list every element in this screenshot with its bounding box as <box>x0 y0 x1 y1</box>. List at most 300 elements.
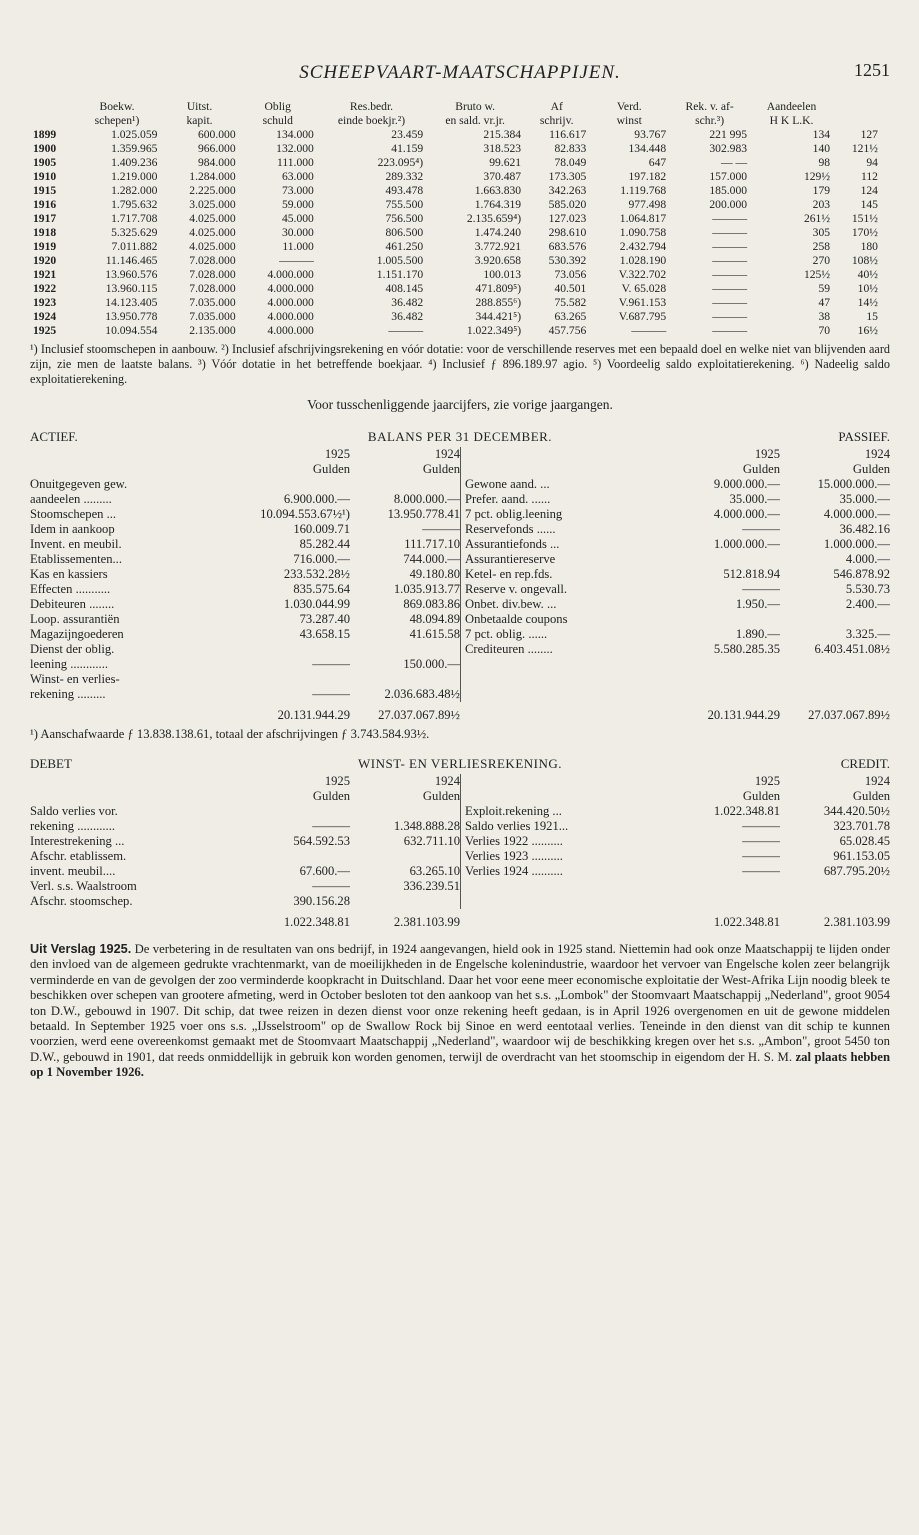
column-subheader: winst <box>616 114 642 127</box>
table-cell: 180 <box>860 240 878 253</box>
column-header: Rek. v. af- <box>685 100 734 113</box>
year-1925: 1925 <box>324 774 350 788</box>
table-cell: 1.005.500 <box>376 254 424 267</box>
actief-label: Effecten ........... <box>30 582 111 596</box>
column-subheader <box>833 114 881 128</box>
row-year: 1920 <box>33 254 57 267</box>
table-row <box>30 212 890 226</box>
actief-value: 13.950.778.41 <box>387 507 460 521</box>
table-row <box>30 324 890 338</box>
credit-row <box>465 864 890 879</box>
table-cell: 99.621 <box>489 156 522 169</box>
debet-column <box>30 804 460 909</box>
table-cell: 493.478 <box>385 184 424 197</box>
row-year: 1910 <box>33 170 57 183</box>
actief-label: aandeelen ......... <box>30 492 112 506</box>
table-cell: 7.028.000 <box>189 282 236 295</box>
actief-value <box>245 642 350 657</box>
debet-label: invent. meubil.... <box>30 864 116 878</box>
table-cell: 94 <box>866 156 878 169</box>
table-cell: 134.448 <box>628 142 667 155</box>
credit-label: Exploit.rekening ... <box>465 804 562 818</box>
credit-label: Verlies 1923 .......... <box>465 849 563 863</box>
table-row <box>30 198 890 212</box>
pl-total-1925: 1.022.348.81 <box>283 915 350 929</box>
table-cell: 145 <box>860 198 878 211</box>
table-cell: 7.035.000 <box>189 296 236 309</box>
credit-value: 1.022.348.81 <box>713 804 780 818</box>
table-cell: — — <box>720 156 748 169</box>
debet-label: Afschr. etablissem. <box>30 849 127 863</box>
table-cell: 1.359.965 <box>111 142 158 155</box>
passief-value: 35.000.— <box>839 492 890 506</box>
pl-heading <box>30 756 890 774</box>
table-cell: 1.119.768 <box>620 184 667 197</box>
passief-value <box>675 552 780 567</box>
passief-column <box>460 477 890 702</box>
table-cell: 40½ <box>857 268 878 281</box>
table-cell: 471.809⁵) <box>475 282 522 295</box>
actief-value: 2.036.683.48½ <box>384 687 460 701</box>
credit-value: 323.701.78 <box>833 819 890 833</box>
debet-value: 63.265.10 <box>409 864 460 878</box>
year-1925: 1925 <box>324 447 350 461</box>
actief-label: Debiteuren ........ <box>30 597 115 611</box>
debet-value: 67.600.— <box>299 864 350 878</box>
table-row <box>30 240 890 254</box>
column-subheader: H K L.K. <box>769 114 814 127</box>
table-row <box>30 310 890 324</box>
table-cell: 647 <box>648 156 667 169</box>
passief-label: Onbet. div.bew. ... <box>465 597 557 611</box>
debet-label: Saldo verlies vor. <box>30 804 118 818</box>
debet-row <box>30 894 460 909</box>
table-cell: 408.145 <box>385 282 424 295</box>
annual-report-excerpt <box>30 942 890 1081</box>
row-year: 1905 <box>33 156 57 169</box>
table-cell: ——— <box>712 324 748 337</box>
passief-value: ——— <box>742 522 780 536</box>
actief-value: 41.615.58 <box>409 627 460 641</box>
table-cell: 4.000.000 <box>267 268 314 281</box>
table-cell: 370.487 <box>483 170 522 183</box>
passief-value: 1.000.000.— <box>713 537 780 551</box>
actief-value <box>350 642 460 657</box>
passief-row <box>465 507 890 522</box>
table-cell: 134 <box>812 128 831 141</box>
pl-total-1925: 1.022.348.81 <box>713 915 780 929</box>
interim-note: Voor tusschenliggende jaarcijfers, zie vorige jaargangen. <box>307 397 613 412</box>
debet-value <box>350 849 460 864</box>
table-cell: 121½ <box>851 142 878 155</box>
passief-value: 35.000.— <box>729 492 780 506</box>
table-cell: 1.663.830 <box>474 184 522 197</box>
table-cell: 966.000 <box>197 142 236 155</box>
table-cell: 134.000 <box>276 128 314 141</box>
actief-row <box>30 477 460 492</box>
balance-body <box>30 477 890 702</box>
table-cell: 151½ <box>851 212 878 225</box>
balance-total-1924: 27.037.067.89½ <box>808 708 890 722</box>
table-cell: 1.090.758 <box>619 226 667 239</box>
column-header: Res.bedr. <box>349 100 394 113</box>
row-year: 1922 <box>33 282 57 295</box>
table-cell: 36.482 <box>391 310 424 323</box>
table-cell: 41.159 <box>391 142 424 155</box>
table-cell: 129½ <box>803 170 831 183</box>
credit-value: 344.420.50½ <box>823 804 890 818</box>
statistics-footnotes: ¹) Inclusief stoomschepen in aanbouw. ²) Inclusief afschrijvingsrekening en vóór dotatie: voor de verschillende reserves met een bepaald doel en welke niet van blijvenden aard zijn, zie men de laatste balans. ³) Vóór dotatie in het betreffende boekjaar. ⁴) Inclusief ƒ 896.189.97 agio. ⁵) Voordeelig saldo exploitatierekening. ⁶) Nadeelig saldo exploitatierekening. <box>30 342 890 386</box>
actief-row <box>30 492 460 507</box>
actief-value: ——— <box>422 522 460 536</box>
table-cell: 4.000.000 <box>267 310 314 323</box>
table-cell: 127.023 <box>548 212 587 225</box>
actief-label: Magazijngoederen <box>30 627 124 641</box>
unit-label: Gulden <box>422 462 460 476</box>
table-row <box>30 184 890 198</box>
actief-value <box>245 477 350 492</box>
table-cell: 344.421⁵) <box>475 310 522 323</box>
passief-label: Gewone aand. ... <box>465 477 550 491</box>
actief-value <box>245 672 350 687</box>
table-cell: 125½ <box>803 268 831 281</box>
unit-label: Gulden <box>312 462 350 476</box>
passief-label: Prefer. aand. ...... <box>465 492 551 506</box>
table-cell: 270 <box>812 254 831 267</box>
year-1924: 1924 <box>864 447 890 461</box>
unit-label: Gulden <box>852 789 890 803</box>
column-subheader: schrijv. <box>539 114 574 127</box>
actief-row <box>30 552 460 567</box>
debet-row <box>30 864 460 879</box>
table-cell: 10.094.554 <box>105 324 158 337</box>
table-cell: 73.000 <box>281 184 314 197</box>
pl-total-1924: 2.381.103.99 <box>393 915 460 929</box>
column-header: Oblig <box>264 100 291 113</box>
unit-label: Gulden <box>742 462 780 476</box>
balance-total-1924: 27.037.067.89½ <box>378 708 460 722</box>
actief-value: 1.030.044.99 <box>283 597 350 611</box>
passief-value <box>675 612 780 627</box>
table-cell: 215.384 <box>483 128 522 141</box>
table-cell: ——— <box>712 240 748 253</box>
debet-value: 632.711.10 <box>403 834 460 848</box>
actief-row <box>30 522 460 537</box>
balance-heading <box>30 429 890 447</box>
table-cell: 7.028.000 <box>189 268 236 281</box>
debet-row <box>30 819 460 834</box>
column-subheader <box>30 114 74 128</box>
table-cell: 1.764.319 <box>474 198 522 211</box>
debet-row <box>30 804 460 819</box>
column-header: Aandeelen <box>766 100 817 113</box>
table-cell: 4.025.000 <box>189 212 236 225</box>
actief-label: Idem in aankoop <box>30 522 115 536</box>
debet-heading: DEBET <box>30 756 72 771</box>
actief-label: Loop. assurantiën <box>30 612 120 626</box>
passief-value: 4.000.— <box>845 552 890 566</box>
table-cell: 342.263 <box>548 184 587 197</box>
row-year: 1915 <box>33 184 57 197</box>
table-cell: V.687.795 <box>618 310 667 323</box>
debet-value: 336.239.51 <box>403 879 460 893</box>
passief-value: 546.878.92 <box>833 567 890 581</box>
actief-value: 49.180.80 <box>409 567 460 581</box>
table-cell: 15 <box>866 310 878 323</box>
actief-value: 73.287.40 <box>299 612 350 626</box>
table-row <box>30 170 890 184</box>
table-cell: 93.767 <box>634 128 667 141</box>
actief-row <box>30 597 460 612</box>
report-lead: Uit Verslag 1925. <box>30 942 132 956</box>
table-cell: 108½ <box>851 254 878 267</box>
table-cell: 140 <box>812 142 831 155</box>
table-cell: 806.500 <box>385 226 424 239</box>
table-cell: 63.000 <box>281 170 314 183</box>
table-cell: 2.135.000 <box>189 324 236 337</box>
actief-value <box>350 477 460 492</box>
table-cell: 3.920.658 <box>474 254 522 267</box>
passief-value: 9.000.000.— <box>713 477 780 491</box>
table-cell: 40.501 <box>554 282 587 295</box>
actief-label: leening ............ <box>30 657 108 671</box>
credit-label: Verlies 1924 .......... <box>465 864 563 878</box>
table-cell: 1.022.349⁵) <box>466 324 522 337</box>
table-cell: 7.035.000 <box>189 310 236 323</box>
table-cell: ——— <box>712 282 748 295</box>
passief-value: 1.890.— <box>735 627 780 641</box>
table-cell: 305 <box>812 226 831 239</box>
page-number: 1251 <box>854 60 890 80</box>
table-cell: 298.610 <box>548 226 587 239</box>
column-header <box>30 100 74 114</box>
table-cell: 111.000 <box>277 156 314 169</box>
actief-label: Winst- en verlies- <box>30 672 120 686</box>
table-cell: 13.960.576 <box>105 268 158 281</box>
table-cell: 197.182 <box>628 170 667 183</box>
table-cell: 185.000 <box>709 184 748 197</box>
table-cell: 1.028.190 <box>619 254 667 267</box>
table-cell: 75.582 <box>554 296 587 309</box>
column-subheader: schr.³) <box>695 114 725 127</box>
passief-label: Assurantiefonds ... <box>465 537 560 551</box>
credit-value: 687.795.20½ <box>823 864 890 878</box>
balance-total-1925: 20.131.944.29 <box>707 708 780 722</box>
table-cell: 157.000 <box>709 170 748 183</box>
credit-row <box>465 849 890 864</box>
passief-row <box>465 537 890 552</box>
passief-label: Assurantiereserve <box>465 552 556 566</box>
table-cell: 78.049 <box>554 156 587 169</box>
credit-value: ——— <box>742 849 780 863</box>
table-cell: 457.756 <box>548 324 587 337</box>
debet-value <box>245 804 350 819</box>
table-cell: 173.305 <box>548 170 587 183</box>
table-cell: 4.000.000 <box>267 324 314 337</box>
actief-value: 8.000.000.— <box>393 492 460 506</box>
credit-heading: CREDIT. <box>840 756 890 771</box>
page <box>30 0 890 1081</box>
table-cell: 13.950.778 <box>105 310 158 323</box>
table-cell: 36.482 <box>391 296 424 309</box>
actief-label: rekening ......... <box>30 687 106 701</box>
table-cell: 63.265 <box>554 310 587 323</box>
table-cell: 11.146.465 <box>105 254 158 267</box>
year-1924: 1924 <box>864 774 890 788</box>
table-cell: 288.855⁶) <box>475 296 522 309</box>
column-header: Af <box>550 100 563 113</box>
debet-value: 390.156.28 <box>293 894 350 908</box>
debet-value: ——— <box>312 879 350 893</box>
table-cell: 4.025.000 <box>189 240 236 253</box>
debet-label: Interestrekening ... <box>30 834 125 848</box>
actief-row <box>30 627 460 642</box>
actief-value: 43.658.15 <box>299 627 350 641</box>
table-cell: 1.474.240 <box>474 226 522 239</box>
actief-value: ——— <box>312 687 350 701</box>
row-year: 1918 <box>33 226 57 239</box>
table-cell: 112 <box>861 170 878 183</box>
credit-value: ——— <box>742 834 780 848</box>
pl-year-headings <box>30 774 890 804</box>
table-cell: 116.617 <box>549 128 587 141</box>
actief-label: Onuitgegeven gew. <box>30 477 128 491</box>
actief-value: ——— <box>312 657 350 671</box>
actief-row <box>30 582 460 597</box>
row-year: 1921 <box>33 268 57 281</box>
actief-value: 85.282.44 <box>299 537 350 551</box>
table-cell: ——— <box>712 296 748 309</box>
table-cell: ——— <box>279 254 314 267</box>
table-cell: 3.025.000 <box>189 198 236 211</box>
table-cell: 170½ <box>851 226 878 239</box>
debet-value: 1.348.888.28 <box>393 819 460 833</box>
debet-value: 564.592.53 <box>293 834 350 848</box>
table-row <box>30 128 890 142</box>
running-title: SCHEEPVAART-MAATSCHAPPIJEN. <box>299 62 621 83</box>
passief-value: 1.000.000.— <box>823 537 890 551</box>
report-body: De verbetering in de resultaten van ons bedrijf, in 1924 aangevangen, hield ook in 1925 stand. Niettemin had ook onze Maatschappij te lijden onder den invloed van de algemeen gedrukte vrachtenmarkt, van de moeilijkheden in de Engelsche kolenindustrie, waardoor het vervoer van Engelsche kolen zeer belangrijk verminderde en van de gevolgen der zoo verminderde koopkracht in Duitschland. Daar het voor eene meer economische exploitatie der West-Afrika Lijn noodig bleek te beschikken over schepen van grootere afmeting, werd in October besloten tot den aankoop van het s.s. „Lombok" der Stoomvaart Maatschappij „Nederland", groot 9054 ton D.W., gebouwd in 1907. Dit schip, dat twee reizen in dezen dienst voor onze rekening heeft gedaan, is in April 1926 overgenomen en uit de gewone middelen betaald. In September 1925 voer ons s.s. „IJsselstroom" op de Swallow Rock bij Sinoe en werd eentotaal verlies. Teneinde in den dienst van dit schip te kunnen voorzien, werd eene overeenkomst gemaakt met de Stoomvaart Maatschappij „Nederland", waardoor wij de beschikking kregen over het s.s. „Ambon", groot 5450 ton D.W., gebouwd in 1901, dat reeds onmiddellijk in gebruik kon worden genomen, terwijl de overdracht van het stoomschip in eigendom der H. S. M. <box>30 942 891 1064</box>
actief-heading: ACTIEF. <box>30 429 78 444</box>
year-1924: 1924 <box>434 447 460 461</box>
table-cell: 100.013 <box>483 268 522 281</box>
table-cell: 302.983 <box>709 142 748 155</box>
credit-row <box>465 804 890 819</box>
table-cell: V.322.702 <box>618 268 667 281</box>
actief-label: Invent. en meubil. <box>30 537 122 551</box>
passief-value: 15.000.000.— <box>817 477 890 491</box>
table-cell: 59.000 <box>281 198 314 211</box>
column-subheader: schuld <box>262 114 293 127</box>
credit-value: ——— <box>742 819 780 833</box>
table-cell: ——— <box>712 226 748 239</box>
pl-total-1924: 2.381.103.99 <box>823 915 890 929</box>
passief-label: 7 pct. oblig. ...... <box>465 627 548 641</box>
pl-totals <box>30 915 890 930</box>
actief-value: 1.035.913.77 <box>393 582 460 596</box>
balance-total-1925: 20.131.944.29 <box>277 708 350 722</box>
table-cell: 16½ <box>857 324 878 337</box>
passief-value: 36.482.16 <box>839 522 890 536</box>
actief-value: 48.094.89 <box>409 612 460 626</box>
actief-label: Stoomschepen ... <box>30 507 117 521</box>
debet-label: rekening ............ <box>30 819 115 833</box>
table-cell: 756.500 <box>385 212 424 225</box>
row-year: 1924 <box>33 310 57 323</box>
debet-row <box>30 834 460 849</box>
table-cell: 13.960.115 <box>105 282 158 295</box>
unit-label: Gulden <box>852 462 890 476</box>
table-row <box>30 282 890 296</box>
column-header: Bruto w. <box>455 100 496 113</box>
credit-value: ——— <box>742 864 780 878</box>
actief-value: 869.083.86 <box>403 597 460 611</box>
table-cell: 1.795.632 <box>111 198 158 211</box>
passief-heading: PASSIEF. <box>838 429 890 444</box>
unit-label: Gulden <box>312 789 350 803</box>
table-cell: 2.225.000 <box>189 184 236 197</box>
passief-row <box>465 642 890 657</box>
table-cell: V. 65.028 <box>621 282 667 295</box>
passief-row <box>465 477 890 492</box>
actief-row <box>30 537 460 552</box>
actief-value: 233.532.28½ <box>283 567 350 581</box>
table-cell: 2.432.794 <box>619 240 667 253</box>
year-1924: 1924 <box>434 774 460 788</box>
actief-row <box>30 657 460 672</box>
table-cell: 4.000.000 <box>267 282 314 295</box>
passief-value: 1.950.— <box>735 597 780 611</box>
passief-row <box>465 522 890 537</box>
passief-value: ——— <box>742 582 780 596</box>
table-cell: 73.056 <box>554 268 587 281</box>
passief-value: 6.403.451.08½ <box>814 642 890 656</box>
table-cell: ——— <box>388 324 424 337</box>
table-cell: 127 <box>860 128 878 141</box>
passief-row <box>465 582 890 597</box>
table-cell: 179 <box>812 184 831 197</box>
row-year: 1919 <box>33 240 57 253</box>
table-cell: 82.833 <box>554 142 587 155</box>
table-cell: 530.392 <box>548 254 587 267</box>
actief-row <box>30 612 460 627</box>
table-cell: 59 <box>818 282 831 295</box>
passief-value: 4.000.000.— <box>713 507 780 521</box>
debet-label: Afschr. stoomschep. <box>30 894 133 908</box>
actief-column <box>30 477 460 702</box>
table-cell: 3.772.921 <box>474 240 522 253</box>
column-header <box>833 100 881 114</box>
debet-value: ——— <box>312 819 350 833</box>
table-cell: 45.000 <box>281 212 314 225</box>
year-1925: 1925 <box>754 447 780 461</box>
pl-title: WINST- EN VERLIESREKENING. <box>357 756 562 771</box>
year-statistics-table <box>30 100 890 338</box>
passief-row <box>465 552 890 567</box>
debet-row <box>30 849 460 864</box>
column-header: Uitst. <box>186 100 213 113</box>
table-cell: 23.459 <box>391 128 424 141</box>
table-cell: 47 <box>818 296 831 309</box>
table-cell: ——— <box>712 212 748 225</box>
table-cell: 7.028.000 <box>189 254 236 267</box>
debet-label: Verl. s.s. Waalstroom <box>30 879 137 893</box>
table-cell: 223.095⁴) <box>377 156 424 169</box>
row-year: 1899 <box>33 128 57 141</box>
passief-label: Ketel- en rep.fds. <box>465 567 553 581</box>
actief-value: 716.000.— <box>293 552 350 566</box>
unit-label: Gulden <box>742 789 780 803</box>
